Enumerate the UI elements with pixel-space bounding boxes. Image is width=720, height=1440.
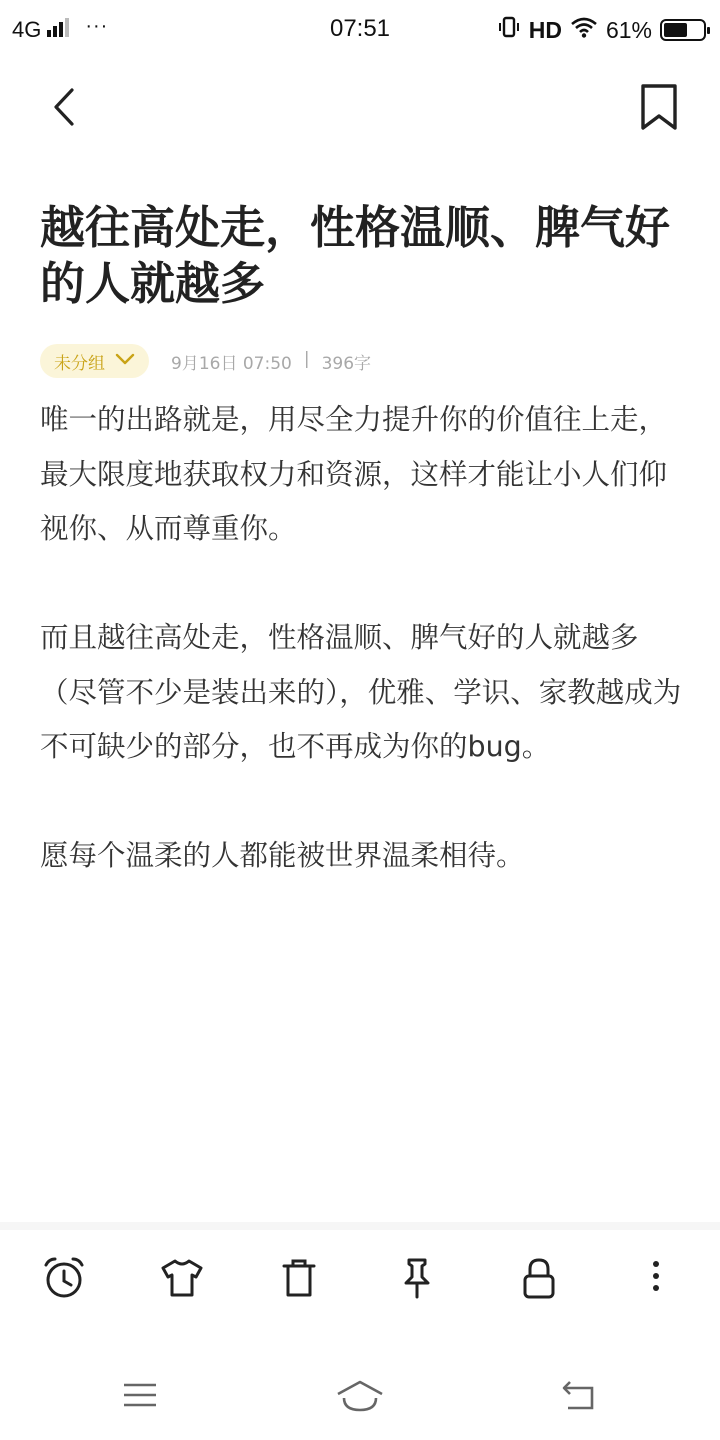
lock-button[interactable] (514, 1255, 564, 1305)
system-nav-bar (0, 1360, 720, 1440)
note-title[interactable]: 越往高处走，性格温顺、脾气好的人就越多 (40, 201, 671, 310)
note-date: 9月16日 07:50 (171, 353, 292, 374)
back-arrow-icon (40, 117, 90, 136)
alarm-clock-icon (41, 1255, 87, 1305)
menu-button[interactable] (110, 1376, 170, 1420)
word-count: 396字 (321, 353, 372, 374)
chevron-down-icon (115, 351, 135, 371)
shirt-icon (159, 1255, 205, 1305)
bookmark-icon (634, 119, 684, 138)
lock-icon (516, 1255, 562, 1305)
home-icon (334, 1378, 386, 1418)
note-meta (40, 343, 371, 379)
vibrate-icon (497, 15, 521, 45)
battery-level (664, 23, 687, 37)
delete-button[interactable] (274, 1255, 324, 1305)
group-selector[interactable] (40, 344, 149, 378)
reminder-button[interactable] (39, 1255, 89, 1305)
meta-info (171, 349, 371, 374)
status-bar (0, 0, 720, 60)
network-type: 4G (12, 17, 42, 42)
group-label: 未分组 (54, 353, 105, 374)
bookmark-button[interactable] (634, 80, 684, 134)
back-button[interactable] (40, 82, 90, 132)
pin-icon (394, 1255, 440, 1305)
battery-percent: 61% (605, 16, 652, 43)
battery-icon (660, 19, 706, 41)
status-right (497, 15, 706, 45)
toolbar-divider (0, 1222, 720, 1230)
more-vertical-icon (633, 1255, 679, 1305)
home-button[interactable] (330, 1376, 390, 1420)
return-icon (558, 1378, 602, 1418)
note-body[interactable] (40, 393, 690, 938)
clock: 07:51 (329, 15, 391, 42)
more-button[interactable] (631, 1255, 681, 1305)
meta-separator: | (303, 348, 310, 369)
menu-icon (120, 1381, 160, 1415)
theme-button[interactable] (157, 1255, 207, 1305)
trash-icon (276, 1255, 322, 1305)
hd-label: HD (528, 16, 562, 43)
pin-button[interactable] (392, 1255, 442, 1305)
return-button[interactable] (550, 1376, 610, 1420)
paragraph[interactable]: 愿每个温柔的人都能被世界温柔相待。 (40, 839, 525, 872)
wifi-icon (570, 16, 598, 44)
paragraph[interactable]: 唯一的出路就是，用尽全力提升你的价值往上走，最大限度地获取权力和资源，这样才能让小人们仰视你、从而尊重你。 (40, 403, 668, 545)
paragraph[interactable]: 而且越往高处走，性格温顺、脾气好的人就越多（尽管不少是装出来的），优雅、学识、家教越成为不可缺少的部分，也不再成为你的bug。 (40, 621, 682, 763)
notification-dots: ··· (85, 14, 109, 37)
note-toolbar (0, 1245, 720, 1315)
note-header (0, 70, 720, 140)
